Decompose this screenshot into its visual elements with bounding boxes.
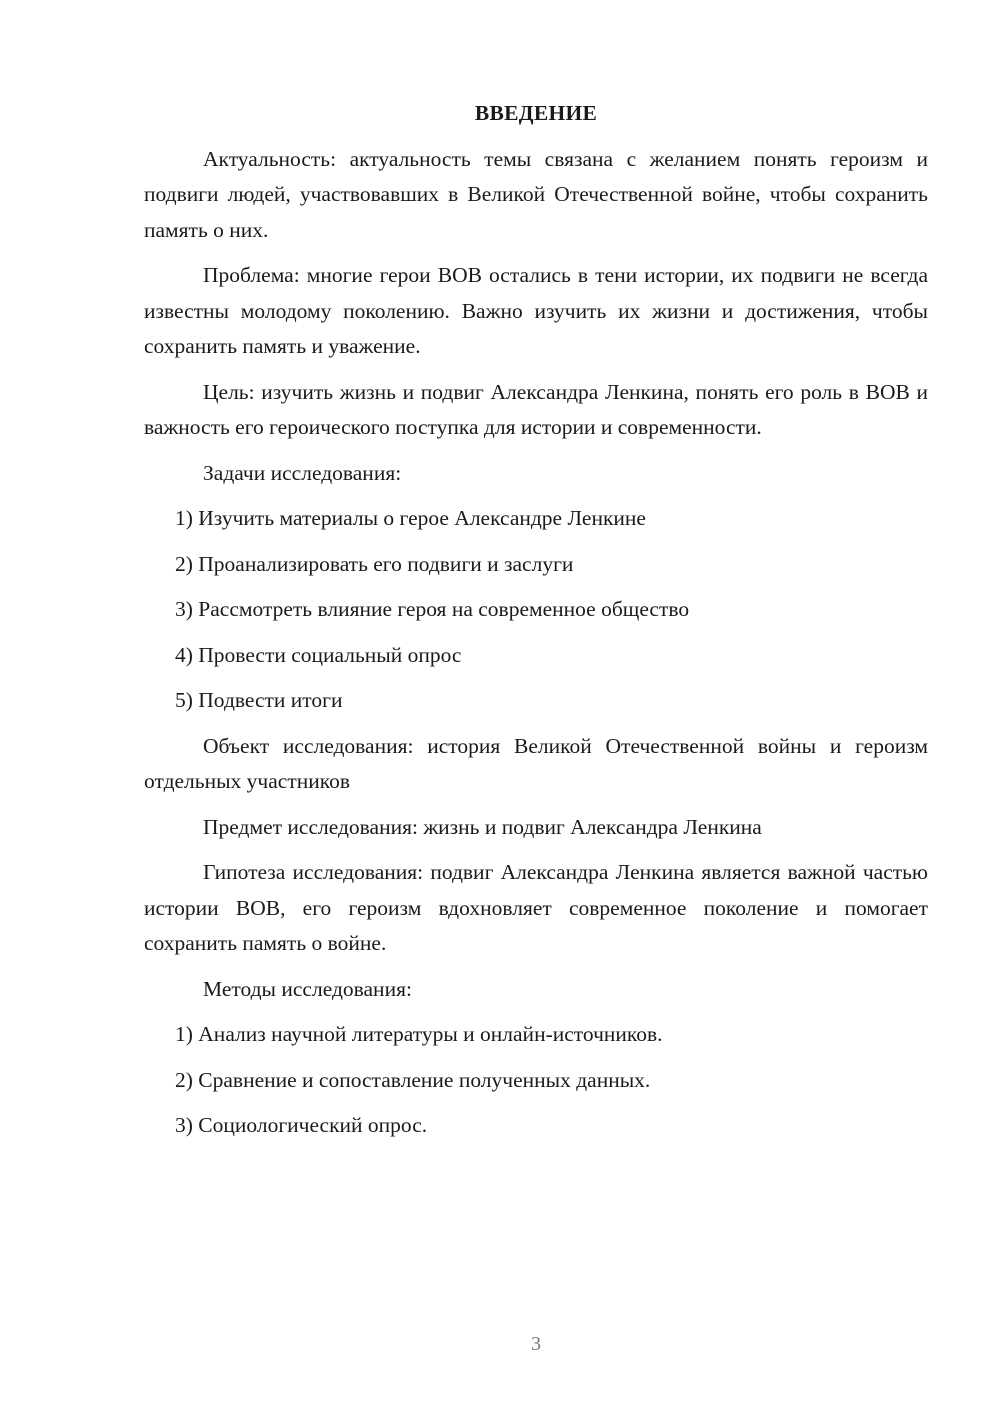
method-item: 3) Социологический опрос. [175, 1113, 428, 1137]
tasks-heading: Задачи исследования: [203, 460, 402, 485]
page-content [144, 96, 928, 1154]
tasks-list [144, 501, 928, 719]
section-title: ВВЕДЕНИЕ [474, 101, 598, 125]
goal-paragraph: Цель: изучить жизнь и подвиг Александра Ленкина, понять его роль в ВОВ и важность его героического поступка для истории и современности. [144, 379, 928, 439]
hypothesis-paragraph: Гипотеза исследования: подвиг Александра Ленкина является важной частью истории ВОВ, его героизм вдохновляет современное поколение и помогает сохранить память о войне. [144, 860, 928, 955]
task-item: 3) Рассмотреть влияние героя на современное общество [175, 597, 690, 621]
method-item: 1) Анализ научной литературы и онлайн-источников. [175, 1022, 663, 1046]
task-item: 2) Проанализировать его подвиги и заслуги [175, 551, 574, 576]
subject-paragraph: Предмет исследования: жизнь и подвиг Александра Ленкина [203, 814, 762, 839]
methods-heading: Методы исследования: [203, 976, 412, 1001]
methods-list [144, 1017, 928, 1144]
problem-paragraph: Проблема: многие герои ВОВ остались в тени истории, их подвиги не всегда известны молодому поколению. Важно изучить их жизни и достижения, чтобы сохранить память и уважение. [144, 263, 928, 358]
object-paragraph: Объект исследования: история Великой Отечественной войны и героизм отдельных участников [144, 733, 928, 793]
method-item: 2) Сравнение и сопоставление полученных данных. [175, 1067, 651, 1092]
relevance-paragraph: Актуальность: актуальность темы связана с желанием понять героизм и подвиги людей, участвовавших в Великой Отечественной войне, чтобы сохранить память о них. [144, 146, 928, 242]
page-number: 3 [531, 1333, 541, 1355]
task-item: 1) Изучить материалы о герое Александре Ленкине [175, 506, 646, 530]
task-item: 5) Подвести итоги [175, 688, 343, 712]
task-item: 4) Провести социальный опрос [175, 642, 462, 667]
